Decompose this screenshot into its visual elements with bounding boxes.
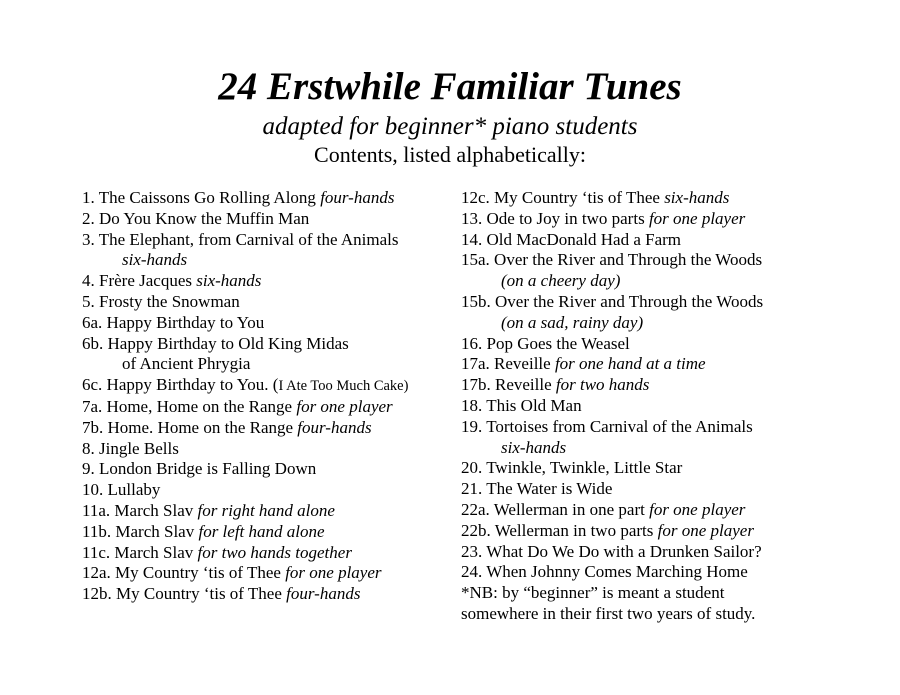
list-item: 4. Frère Jacques six-hands [82,271,262,291]
footnote-line: somewhere in their first two years of study. [461,603,756,623]
list-item: 22a. Wellerman in one part for one player [461,499,746,519]
list-item: 21. The Water is Wide [461,479,613,499]
document-subtitle: adapted for beginner* piano students [262,113,638,140]
right-column [461,188,881,625]
list-item: 15b. Over the River and Through the Woods [461,291,764,311]
list-item-continuation: (on a sad, rainy day) [501,312,644,332]
list-item: 9. London Bridge is Falling Down [82,459,317,479]
left-column [82,188,452,605]
list-item: 17b. Reveille for two hands [461,375,650,395]
document-title: 24 Erstwhile Familiar Tunes [218,65,682,108]
list-item: 11c. March Slav for two hands together [82,542,352,562]
list-item: 8. Jingle Bells [82,438,179,458]
list-item: 6a. Happy Birthday to You [82,312,265,332]
list-item: 19. Tortoises from Carnival of the Animals [461,416,753,436]
list-item: 12c. My Country ‘tis of Thee six-hands [461,188,730,207]
footnote-line: *NB: by “beginner” is meant a student [461,583,725,603]
list-item: 2. Do You Know the Muffin Man [82,208,310,228]
list-item: 22b. Wellerman in two parts for one player [461,520,754,540]
list-item: 11a. March Slav for right hand alone [82,500,335,520]
contents-heading: Contents, listed alphabetically: [314,142,586,167]
list-item-continuation: of Ancient Phrygia [122,354,251,374]
list-item: 11b. March Slav for left hand alone [82,521,325,541]
list-item: 14. Old MacDonald Had a Farm [461,229,682,249]
list-item: 5. Frosty the Snowman [82,291,240,311]
list-item: 15a. Over the River and Through the Woods [461,250,763,270]
list-item: 10. Lullaby [82,480,161,500]
list-item: 17a. Reveille for one hand at a time [461,354,706,374]
list-item: 20. Twinkle, Twinkle, Little Star [461,458,683,478]
list-item-continuation: (on a cheery day) [501,271,621,291]
list-item: 7a. Home, Home on the Range for one player [82,396,393,416]
list-item: 13. Ode to Joy in two parts for one player [461,208,746,228]
list-item: 23. What Do We Do with a Drunken Sailor? [461,541,762,561]
list-item: 12a. My Country ‘tis of Thee for one player [82,563,382,583]
list-item: 6b. Happy Birthday to Old King Midas [82,333,349,353]
list-item: 1. The Caissons Go Rolling Along four-hands [82,188,395,207]
list-item: 7b. Home. Home on the Range four-hands [82,417,372,437]
list-item: 24. When Johnny Comes Marching Home [461,562,748,582]
list-item: 3. The Elephant, from Carnival of the Animals [82,229,399,249]
list-item: 6c. Happy Birthday to You. (I Ate Too Much Cake) [82,375,409,395]
list-item-continuation: six-hands [501,437,567,457]
list-item: 16. Pop Goes the Weasel [461,333,630,353]
list-item: 18. This Old Man [461,395,582,415]
list-item: 12b. My Country ‘tis of Thee four-hands [82,584,361,604]
list-item-continuation: six-hands [122,250,188,270]
